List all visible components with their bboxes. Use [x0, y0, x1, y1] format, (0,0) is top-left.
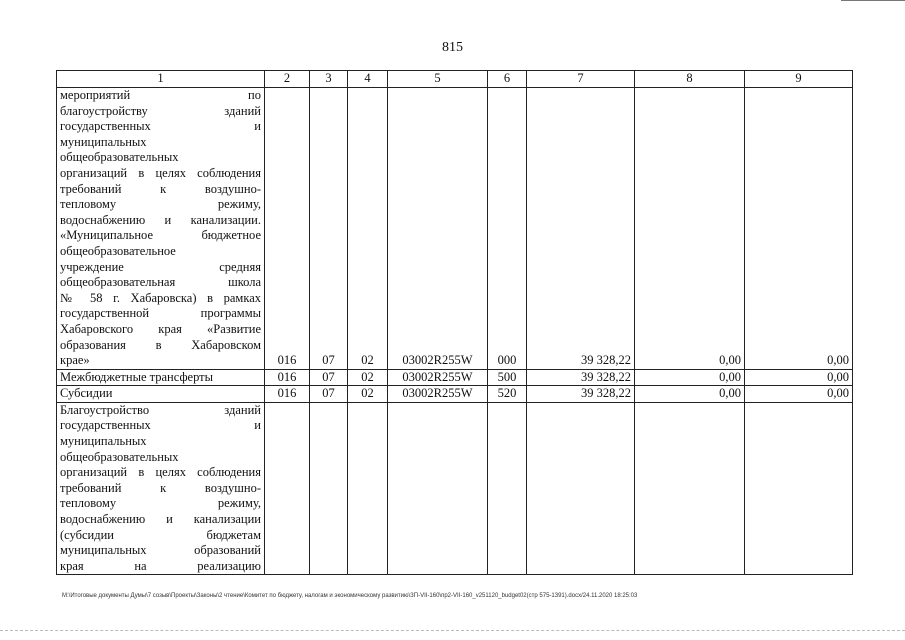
description-line: муниципальных — [60, 434, 147, 449]
header-cell: 8 — [635, 71, 745, 88]
amount-cell: 39 328,22 — [527, 386, 635, 403]
empty-cell — [745, 402, 853, 575]
budget-table — [56, 70, 853, 575]
amount-cell: 39 328,22 — [527, 88, 635, 370]
footer-file-path: M:\Итоговые документы Думы\7 созыв\Проекты\Законы\2 чтение\Комитет по бюджету, налогам и экономическому развитию\ЗП-VII-160\пр2-VII-160_v251120_budget02(стр 575-1391).docx/24.11.2020 18:25:03 — [62, 593, 638, 599]
code-cell: 016 — [265, 369, 310, 386]
amount-cell: 0,00 — [635, 88, 745, 370]
code-cell: 016 — [265, 88, 310, 370]
code-cell: 016 — [265, 386, 310, 403]
description-cell: Межбюджетные трансферты — [57, 369, 265, 386]
description-line: края на реализацию — [60, 558, 261, 573]
amount-cell: 0,00 — [745, 386, 853, 403]
header-cell: 3 — [310, 71, 348, 88]
code-cell: 03002R255W — [388, 88, 488, 370]
code-cell: 02 — [348, 88, 388, 370]
description-line: организаций в целях соблюдения — [60, 465, 261, 480]
description-line: общеобразовательных — [60, 449, 179, 464]
header-cell: 9 — [745, 71, 853, 88]
empty-cell — [348, 402, 388, 575]
description-line: муниципальных — [60, 134, 147, 149]
amount-cell: 0,00 — [635, 386, 745, 403]
description-line: Благоустройство зданий — [60, 402, 261, 417]
description-line: водоснабжению и канализации. — [60, 212, 261, 227]
description-line: общеобразовательных — [60, 150, 179, 165]
description-cell: Субсидии — [57, 386, 265, 403]
code-cell: 07 — [310, 88, 348, 370]
description-line: организаций в целях соблюдения — [60, 165, 261, 180]
empty-cell — [265, 402, 310, 575]
header-cell: 2 — [265, 71, 310, 88]
amount-cell: 0,00 — [745, 369, 853, 386]
amount-cell: 0,00 — [635, 369, 745, 386]
description-line: благоустройству зданий — [60, 103, 261, 118]
description-line: государственной программы — [60, 306, 261, 321]
header-cell: 5 — [388, 71, 488, 88]
description-line: тепловому режиму, — [60, 197, 261, 212]
description-cell — [57, 402, 265, 575]
description-line: Хабаровского края «Развитие — [60, 321, 261, 336]
description-line: водоснабжению и канализации — [60, 512, 261, 527]
header-cell: 7 — [527, 71, 635, 88]
code-cell: 03002R255W — [388, 386, 488, 403]
code-cell: 520 — [488, 386, 527, 403]
empty-cell — [527, 402, 635, 575]
description-line: муниципальных образований — [60, 543, 261, 558]
empty-cell — [388, 402, 488, 575]
empty-cell — [488, 402, 527, 575]
header-cell: 4 — [348, 71, 388, 88]
table-row — [57, 386, 853, 403]
code-cell: 07 — [310, 386, 348, 403]
code-cell: 02 — [348, 369, 388, 386]
code-cell: 000 — [488, 88, 527, 370]
empty-cell — [310, 402, 348, 575]
amount-cell: 0,00 — [745, 88, 853, 370]
description-line: № 58 г. Хабаровска) в рамках — [60, 290, 261, 305]
table-row — [57, 402, 853, 575]
page-number: 815 — [442, 40, 463, 55]
description-line: мероприятий по — [60, 88, 261, 102]
description-line: общеобразовательная школа — [60, 275, 261, 290]
code-cell: 07 — [310, 369, 348, 386]
empty-cell — [635, 402, 745, 575]
code-cell: 500 — [488, 369, 527, 386]
header-row — [57, 71, 853, 88]
code-cell: 03002R255W — [388, 369, 488, 386]
amount-cell: 39 328,22 — [527, 369, 635, 386]
description-line: требований к воздушно- — [60, 480, 261, 495]
description-line: (субсидии бюджетам — [60, 527, 261, 542]
description-line: государственных и — [60, 418, 261, 433]
bottom-divider — [0, 630, 905, 631]
description-line: государственных и — [60, 119, 261, 134]
header-cell: 6 — [488, 71, 527, 88]
code-cell: 02 — [348, 386, 388, 403]
description-line: учреждение средняя — [60, 259, 261, 274]
description-line: требований к воздушно- — [60, 181, 261, 196]
description-line: «Муниципальное бюджетное — [60, 228, 261, 243]
table-row — [57, 369, 853, 386]
corner-mark — [841, 0, 905, 2]
description-line: образования в Хабаровском — [60, 337, 261, 352]
description-line: общеобразовательное — [60, 243, 176, 258]
description-line: тепловому режиму, — [60, 496, 261, 511]
description-line: крае» — [60, 353, 90, 368]
table-row — [57, 88, 853, 370]
description-cell — [57, 88, 265, 370]
header-cell: 1 — [57, 71, 265, 88]
